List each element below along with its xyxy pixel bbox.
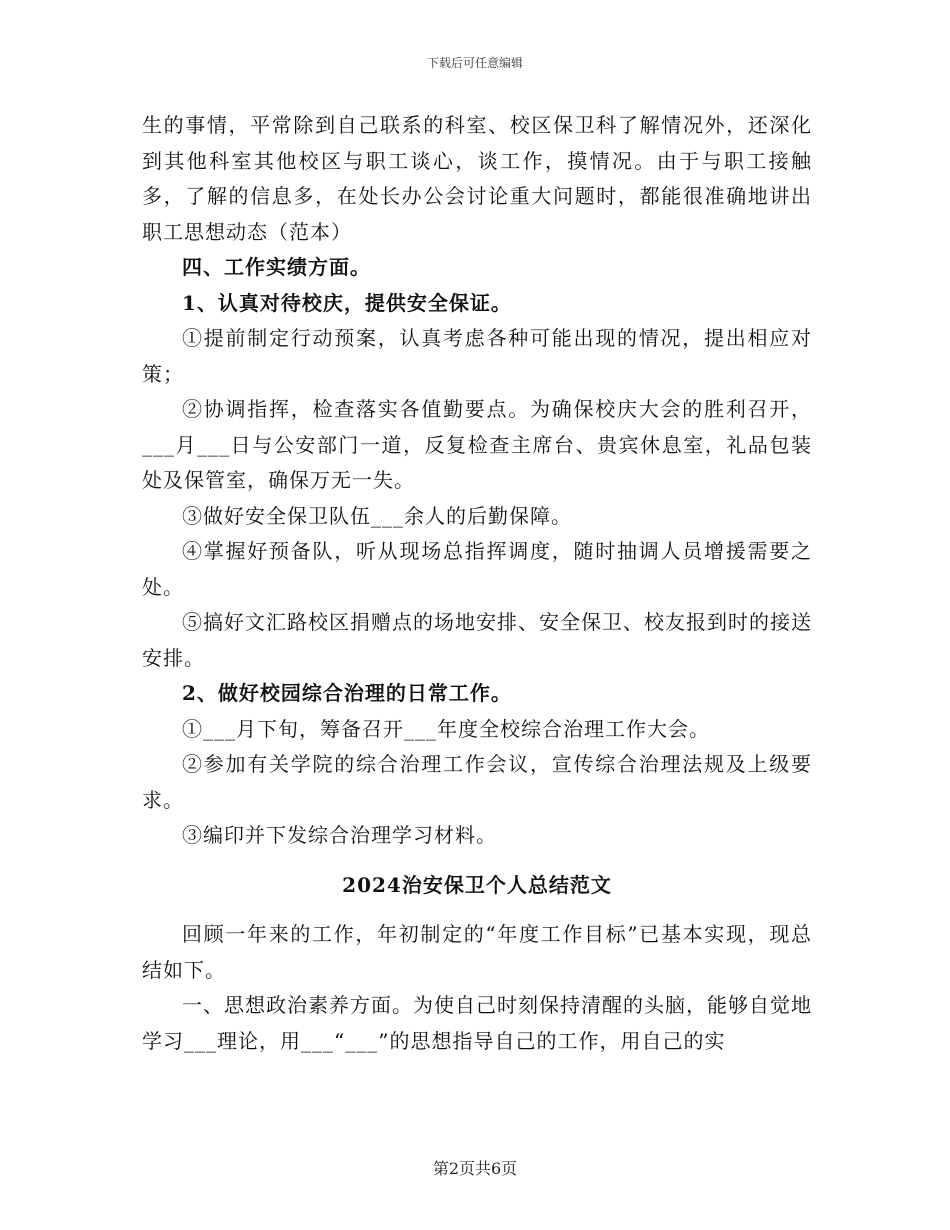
paragraph: 一、思想政治素养方面。为使自己时刻保持清醒的头脑，能够自觉地学习___理论，用___“___”的思想指导自己的工作，用自己的实 (142, 993, 812, 1053)
list-item: ③编印并下发综合治理学习材料。 (182, 823, 497, 847)
document-body (142, 108, 812, 1059)
paragraph-continued: 生的事情，平常除到自己联系的科室、校区保卫科了解情况外，还深化到其他科室其他校区与职工谈心，谈工作，摸情况。由于与职工接触多，了解的信息多，在处长办公会讨论重大问题时，都能很准确地讲出职工思想动态（范本） (142, 113, 812, 244)
list-item: ①提前制定行动预案，认真考虑各种可能出现的情况，提出相应对策； (142, 326, 812, 386)
subheading-school-anniversary: 1、认真对待校庆，提供安全保证。 (182, 290, 512, 315)
subheading-campus-governance: 2、做好校园综合治理的日常工作。 (182, 681, 512, 705)
paragraph: 回顾一年来的工作，年初制定的“年度工作目标”已基本实现，现总结如下。 (142, 922, 812, 982)
page-number: 第2页共6页 (432, 1159, 518, 1178)
header-note: 下载后可任意编辑 (426, 56, 523, 70)
list-item: ①___月下旬，筹备召开___年度全校综合治理工作大会。 (182, 716, 710, 741)
list-item: ②参加有关学院的综合治理工作会议，宣传综合治理法规及上级要求。 (142, 752, 812, 812)
document-title: 2024治安保卫个人总结范文 (342, 872, 612, 897)
list-item: ⑤搞好文汇路校区捐赠点的场地安排、安全保卫、校友报到时的接送安排。 (142, 610, 812, 670)
list-item: ③做好安全保卫队伍___余人的后勤保障。 (182, 503, 572, 528)
list-item: ②协调指挥，检查落实各值勤要点。为确保校庆大会的胜利召开，___月___日与公安部门一道，反复检查主席台、贵宾休息室，礼品包装处及保管室，确保万无一失。 (142, 397, 812, 492)
section-heading-work-results: 四、工作实绩方面。 (182, 255, 371, 279)
list-item: ④掌握好预备队，听从现场总指挥调度，随时抽调人员增援需要之处。 (142, 539, 812, 599)
